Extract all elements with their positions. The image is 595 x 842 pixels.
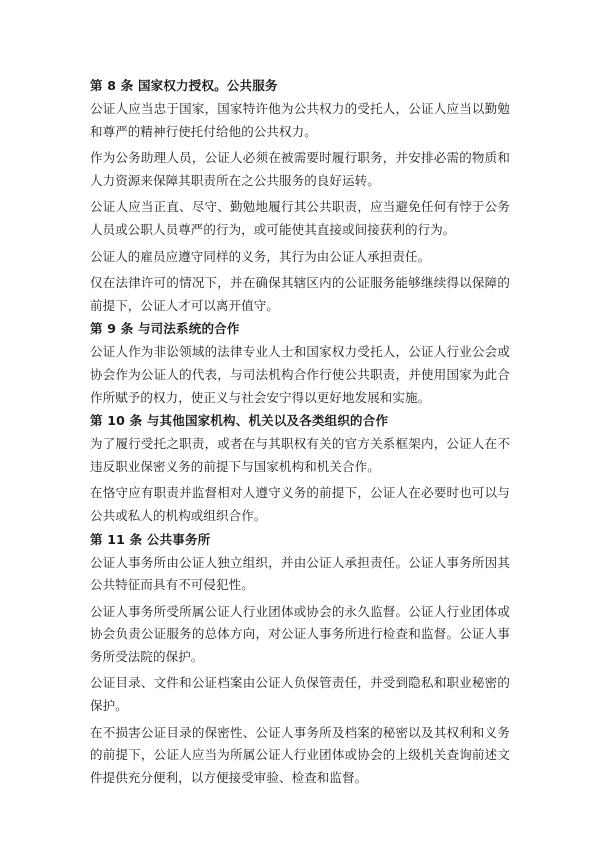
article-heading: 第 11 条 公共事务所	[90, 531, 211, 547]
paragraph: 公证人作为非讼领域的法律专业人士和国家权力受托人，公证人行业公会或协会作为公证人的代表，与司法机构合作行使公共职责，并使用国家为此合作所赋予的权力，使正义与社会安宁得以更好地发展和实施。	[90, 344, 510, 405]
paragraph: 在不损害公证目录的保密性、公证人事务所及档案的秘密以及其权利和义务的前提下，公证人应当为所属公证人行业团体或协会的上级机关查询前述文件提供充分便利，以方便接受审验、检查和监督。	[90, 724, 510, 785]
paragraph: 在恪守应有职责并监督相对人遵守义务的前提下，公证人在必要时也可以与公共或私人的机构或组织合作。	[90, 485, 510, 523]
paragraph: 作为公务助理人员，公证人必须在被需要时履行职务，并安排必需的物质和人力资源来保障其职责所在之公共服务的良好运转。	[90, 150, 510, 188]
article-heading: 第 8 条 国家权力授权。公共服务	[90, 78, 278, 93]
paragraph: 公证人的雇员应遵守同样的义务，其行为由公证人承担责任。	[90, 248, 431, 264]
paragraph: 公证人应当正直、尽守、勤勉地履行其公共职责，应当避免任何有悖于公务人员或公职人员尊严的行为，或可能使其直接或间接获利的行为。	[90, 199, 510, 237]
article-11	[90, 532, 510, 790]
document-body	[90, 78, 510, 793]
paragraph: 公证人应当忠于国家，国家特许他为公共权力的受托人，公证人应当以勤勉和尊严的精神行使托付给他的公共权力。	[90, 101, 510, 139]
article-9	[90, 321, 510, 409]
article-heading: 第 10 条 与其他国家机构、机关以及各类组织的合作	[90, 413, 389, 429]
paragraph: 公证目录、文件和公证档案由公证人负保管责任，并受到隐私和职业秘密的保护。	[90, 675, 510, 714]
paragraph: 公证人事务所由公证人独立组织，并由公证人承担责任。公证人事务所因其公共特征而具有不可侵犯性。	[90, 554, 510, 593]
paragraph: 公证人事务所受所属公证人行业团体或协会的永久监督。公证人行业团体或协会负责公证服务的总体方向，对公证人事务所进行检查和监督。公证人事务所受法院的保护。	[90, 603, 510, 664]
paragraph: 为了履行受托之职责，或者在与其职权有关的官方关系框架内，公证人在不违反职业保密义务的前提下与国家机构和机关合作。	[90, 436, 510, 474]
paragraph: 仅在法律许可的情况下，并在确保其辖区内的公证服务能够继续得以保障的前提下，公证人才可以离开值守。	[90, 275, 510, 313]
article-8	[90, 78, 510, 317]
article-10	[90, 413, 510, 527]
article-heading: 第 9 条 与司法系统的合作	[90, 321, 240, 337]
